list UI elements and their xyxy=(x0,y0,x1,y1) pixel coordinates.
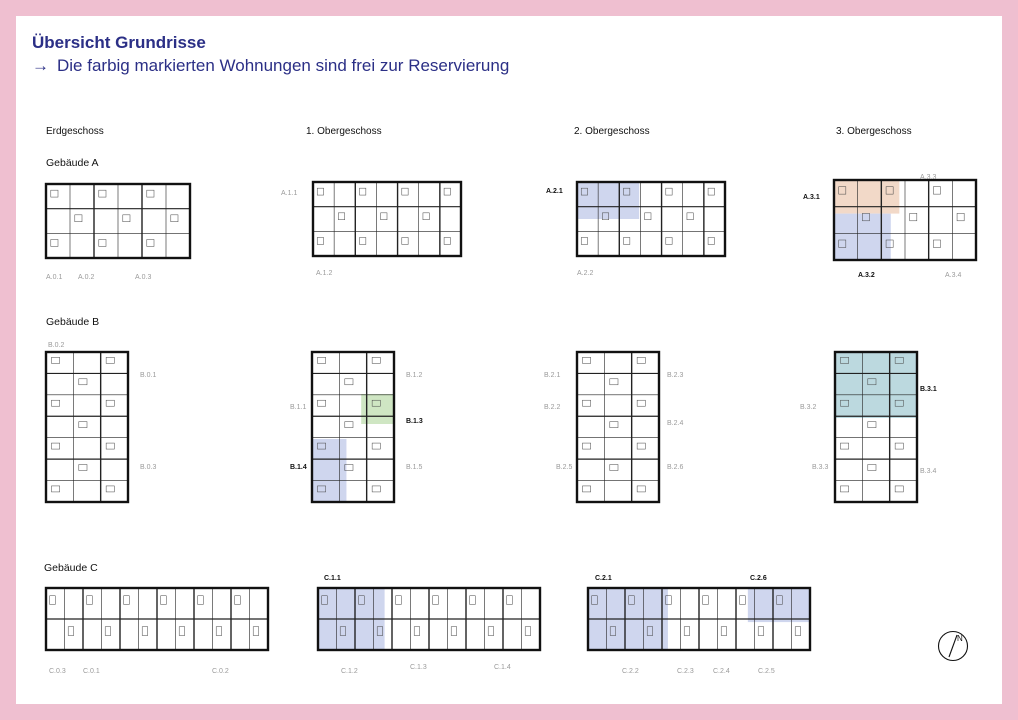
unit-label: B.3.4 xyxy=(920,468,937,475)
unit-label: A.3.2 xyxy=(858,272,875,279)
unit-label: C.0.1 xyxy=(83,668,100,675)
unit-label: A.0.2 xyxy=(78,274,95,281)
unit-label: C.2.5 xyxy=(758,668,775,675)
available-unit-area xyxy=(312,439,346,502)
arrow-right-icon: → xyxy=(32,56,49,75)
unit-label: A.1.1 xyxy=(281,190,298,197)
unit-label: C.2.2 xyxy=(622,668,639,675)
unit-label: B.2.6 xyxy=(667,464,684,471)
unit-label: B.0.2 xyxy=(48,342,65,349)
unit-label: B.2.5 xyxy=(556,464,573,471)
building-heading-b: Gebäude B xyxy=(46,316,100,328)
floor-plan-c-og2 xyxy=(588,588,810,650)
available-unit-area xyxy=(834,180,899,214)
floor-plan-c-eg xyxy=(46,588,268,650)
floor-plan-a-og1 xyxy=(313,182,461,256)
unit-label: A.2.1 xyxy=(546,188,563,195)
unit-label: B.2.1 xyxy=(544,372,561,379)
unit-label: A.1.2 xyxy=(316,270,333,277)
page-title: Übersicht Grundrisse xyxy=(32,33,206,52)
unit-label: B.2.4 xyxy=(667,420,684,427)
unit-label: A.3.3 xyxy=(920,174,937,181)
unit-label: B.1.5 xyxy=(406,464,423,471)
north-arrow-icon xyxy=(937,630,969,667)
unit-label: C.1.4 xyxy=(494,664,511,671)
unit-label: A.0.3 xyxy=(135,274,152,281)
floor-heading-og1: 1. Obergeschoss xyxy=(306,126,382,137)
unit-label: B.1.3 xyxy=(406,418,423,425)
unit-label: A.3.4 xyxy=(945,272,962,279)
floor-plan-b-og3 xyxy=(835,352,917,502)
unit-label: C.1.2 xyxy=(341,668,358,675)
available-unit-area xyxy=(577,182,639,219)
floor-plan-a-og2 xyxy=(577,182,725,256)
floor-plan-a-eg xyxy=(46,184,190,258)
unit-label: B.1.1 xyxy=(290,404,307,411)
unit-label: B.1.4 xyxy=(290,464,307,471)
unit-label: C.1.1 xyxy=(324,575,341,582)
unit-label: C.0.2 xyxy=(212,668,229,675)
floor-heading-eg: Erdgeschoss xyxy=(46,126,104,137)
plan-sheet xyxy=(16,16,1002,704)
unit-label: B.0.1 xyxy=(140,372,157,379)
unit-label: A.2.2 xyxy=(577,270,594,277)
unit-label: B.3.3 xyxy=(812,464,829,471)
unit-label: A.0.1 xyxy=(46,274,63,281)
floor-heading-og3: 3. Obergeschoss xyxy=(836,126,912,137)
unit-label: B.1.2 xyxy=(406,372,423,379)
unit-label: C.2.3 xyxy=(677,668,694,675)
unit-label: B.2.3 xyxy=(667,372,684,379)
unit-label: C.2.6 xyxy=(750,575,767,582)
unit-label: C.1.3 xyxy=(410,664,427,671)
unit-label: B.2.2 xyxy=(544,404,561,411)
unit-label: C.2.4 xyxy=(713,668,730,675)
floor-plan-c-og1 xyxy=(318,588,540,650)
north-label: N xyxy=(957,634,963,643)
floor-plan-b-eg xyxy=(46,352,128,502)
building-heading-a: Gebäude A xyxy=(46,157,99,169)
available-unit-area xyxy=(748,588,810,622)
unit-label: B.0.3 xyxy=(140,464,157,471)
unit-label: B.3.2 xyxy=(800,404,817,411)
subtitle-text: Die farbig markierten Wohnungen sind frei zur Reservierung xyxy=(57,56,510,75)
floor-plan-b-og1 xyxy=(312,352,394,502)
floor-heading-og2: 2. Obergeschoss xyxy=(574,126,650,137)
unit-label: C.0.3 xyxy=(49,668,66,675)
floor-plan-b-og2 xyxy=(577,352,659,502)
floor-plan-a-og3 xyxy=(834,180,976,260)
unit-label: B.3.1 xyxy=(920,386,937,393)
unit-label: A.3.1 xyxy=(803,194,820,201)
unit-label: C.2.1 xyxy=(595,575,612,582)
page-subtitle xyxy=(32,56,509,76)
building-heading-c: Gebäude C xyxy=(44,562,98,574)
